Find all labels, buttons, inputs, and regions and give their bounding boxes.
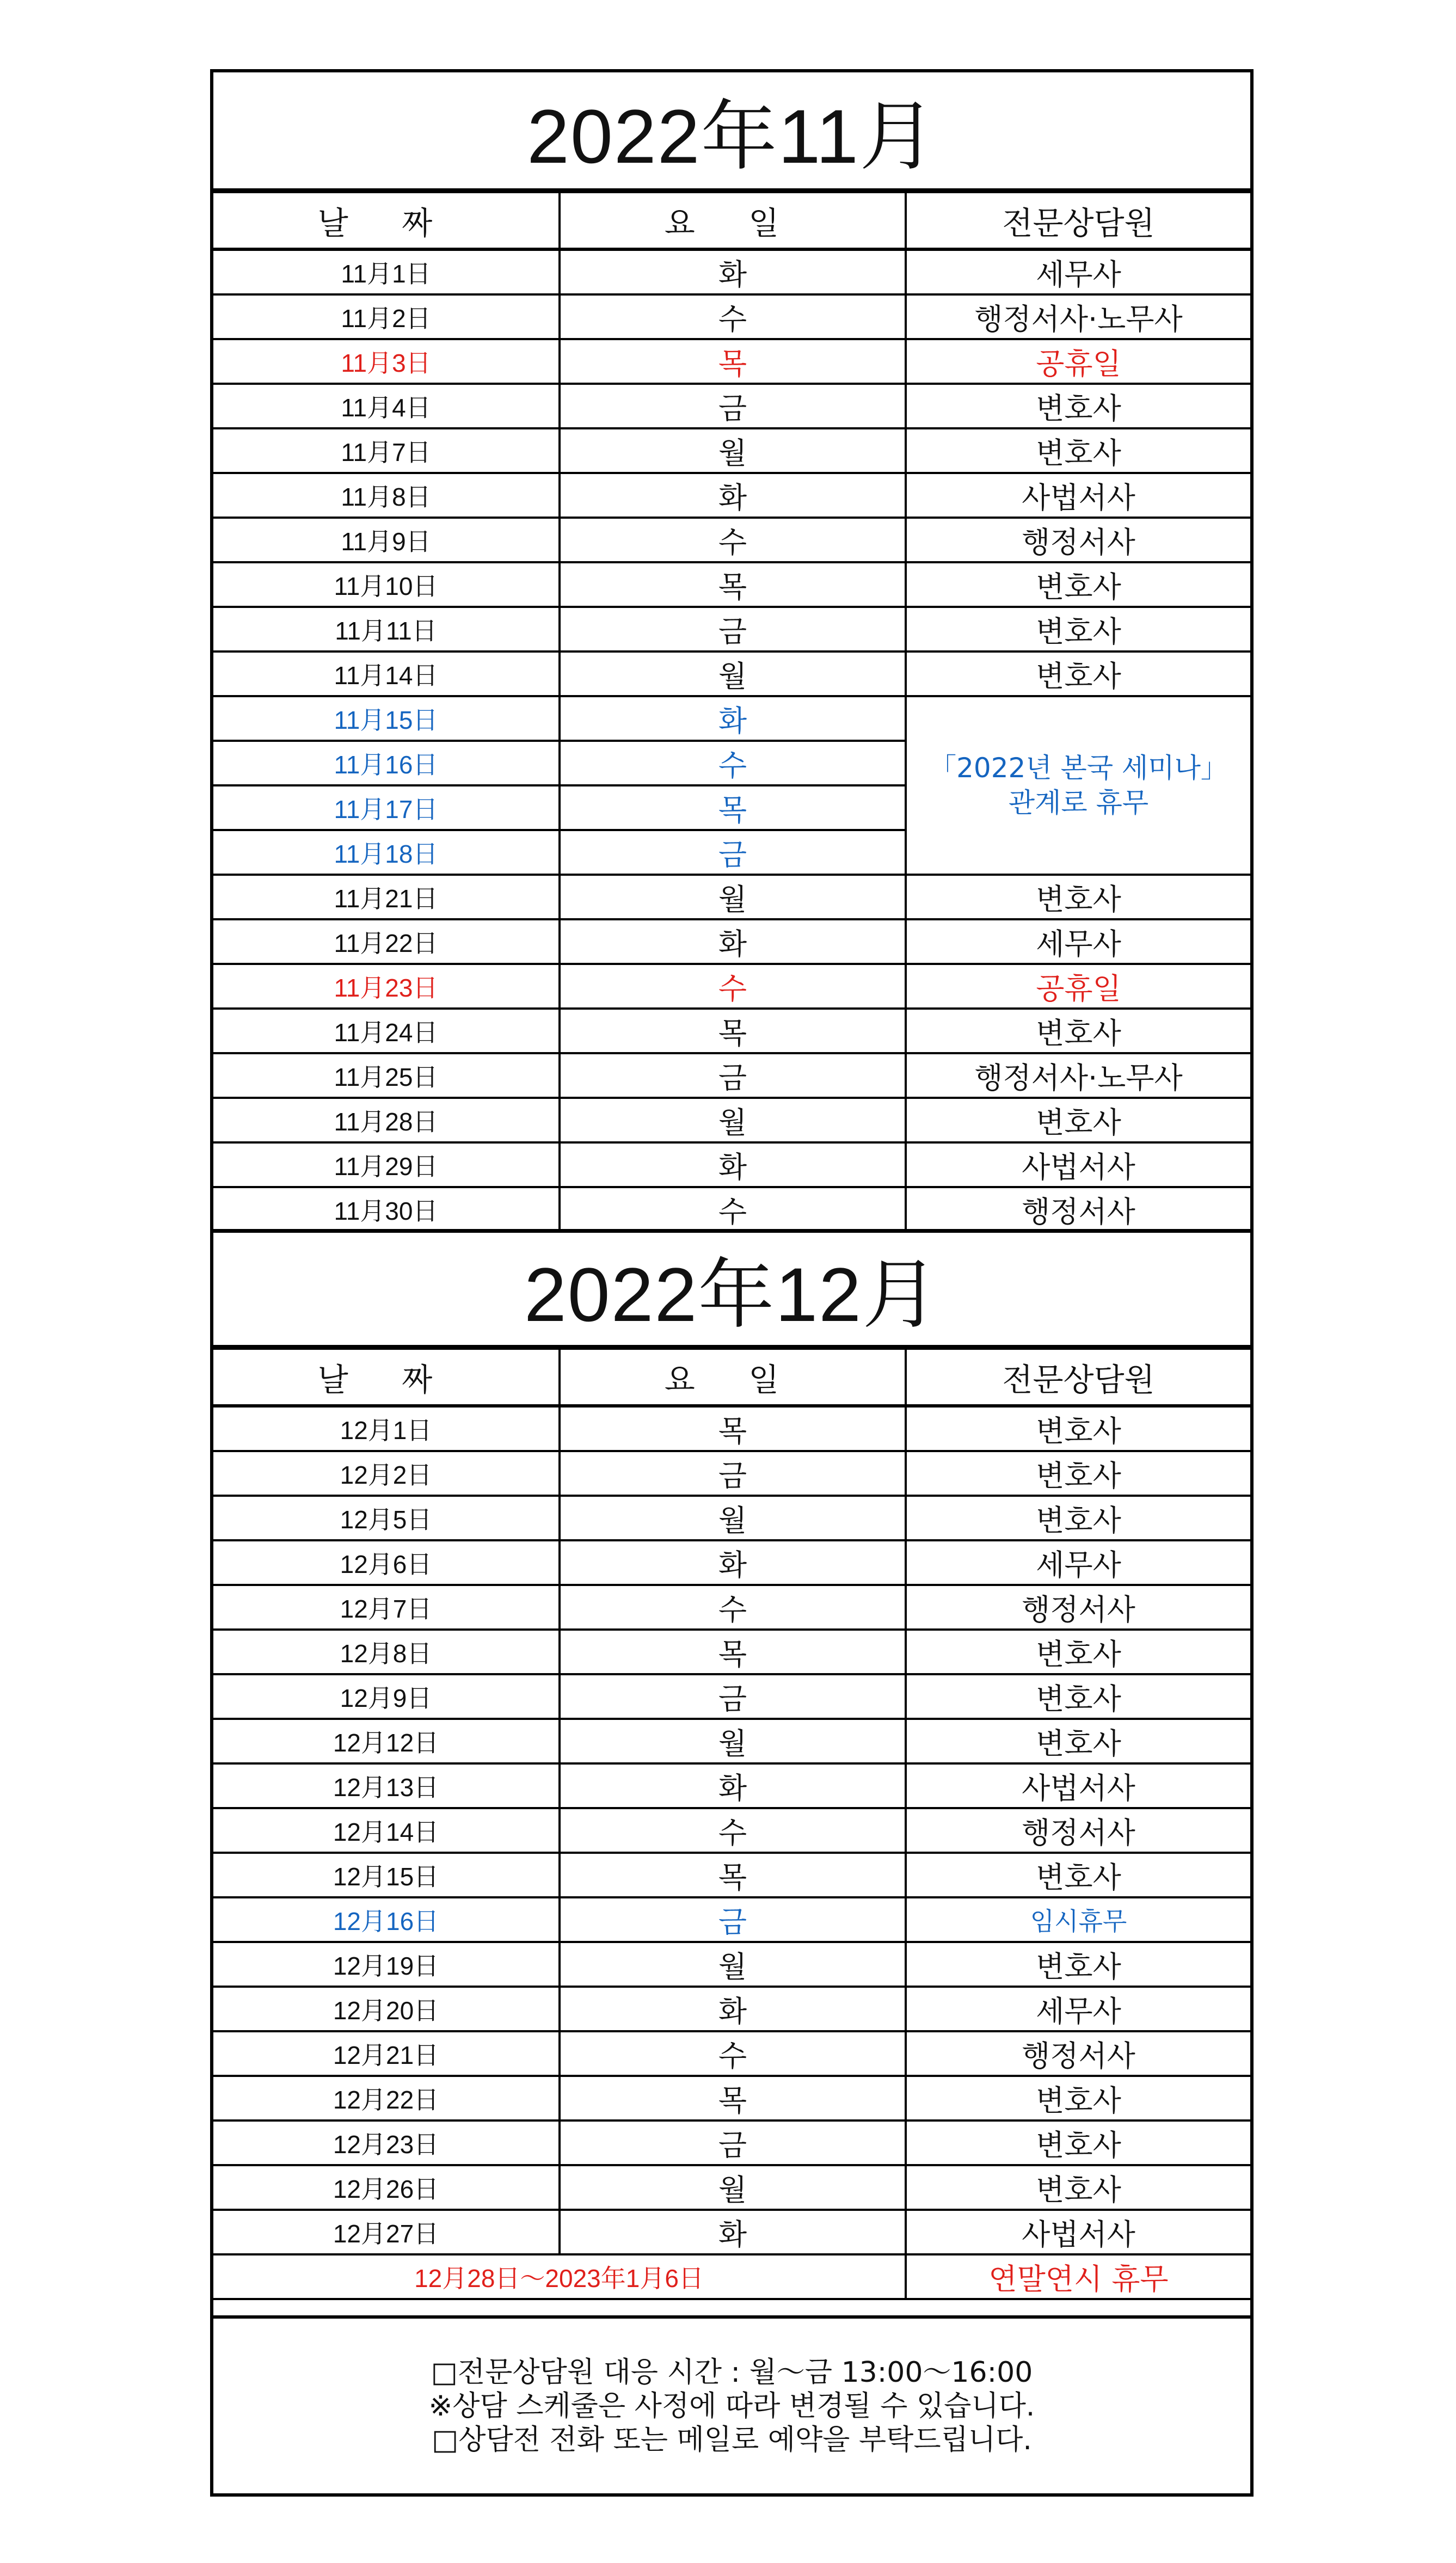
weekday-cell: 수 <box>560 518 906 562</box>
date-cell: 12月2日 <box>213 1451 560 1496</box>
weekday-cell: 월 <box>560 1496 906 1540</box>
consultant-cell: 변호사 <box>906 2165 1250 2210</box>
weekday-cell: 수 <box>560 2031 906 2076</box>
weekday-cell: 화 <box>560 1763 906 1808</box>
weekday-cell: 화 <box>560 1987 906 2031</box>
date-cell: 11月23日 <box>213 964 560 1009</box>
consultant-cell: 변호사 <box>906 1674 1250 1719</box>
header-date: 날 짜 <box>213 1349 560 1406</box>
date-cell: 11月2日 <box>213 294 560 339</box>
weekday-cell: 월 <box>560 1942 906 1987</box>
notes-box <box>213 2315 1250 2493</box>
consultant-cell: 변호사 <box>906 384 1250 428</box>
consultant-cell: 임시휴무 <box>906 1897 1250 1942</box>
weekday-cell: 금 <box>560 384 906 428</box>
seminar-note-line: 「2022년 본국 세미나」 <box>929 752 1228 784</box>
weekday-cell: 목 <box>560 785 906 830</box>
weekday-cell: 월 <box>560 428 906 473</box>
november-title: 2022年11月 <box>213 72 1250 191</box>
date-cell: 12月20日 <box>213 1987 560 2031</box>
consultant-cell: 행정서사 <box>906 1585 1250 1630</box>
weekday-cell: 금 <box>560 1897 906 1942</box>
weekday-cell: 화 <box>560 1142 906 1187</box>
date-cell: 12月5日 <box>213 1496 560 1540</box>
consultant-cell: 사법서사 <box>906 473 1250 518</box>
consultant-cell: 변호사 <box>906 1098 1250 1142</box>
date-cell: 11月28日 <box>213 1098 560 1142</box>
table-row <box>213 2165 1250 2210</box>
weekday-cell: 화 <box>560 249 906 294</box>
table-row <box>213 2210 1250 2254</box>
consultant-cell: 변호사 <box>906 651 1250 696</box>
weekday-cell: 수 <box>560 1187 906 1232</box>
note-hours: □전문상담원 대응 시간 : 월～금 13:00～16:00 <box>431 2356 1033 2389</box>
weekday-cell: 금 <box>560 1674 906 1719</box>
table-row <box>213 1897 1250 1942</box>
consultant-cell: 사법서사 <box>906 1763 1250 1808</box>
year-end-holiday-row <box>213 2254 1250 2299</box>
table-row <box>213 1053 1250 1098</box>
weekday-cell: 목 <box>560 1406 906 1451</box>
weekday-cell: 수 <box>560 741 906 785</box>
consultant-cell: 변호사 <box>906 1719 1250 1763</box>
consultant-cell: 변호사 <box>906 1630 1250 1674</box>
table-row <box>213 562 1250 607</box>
weekday-cell: 수 <box>560 964 906 1009</box>
date-cell: 12月16日 <box>213 1897 560 1942</box>
consultant-cell: 변호사 <box>906 2121 1250 2165</box>
consultant-cell: 세무사 <box>906 919 1250 964</box>
consultant-cell: 행정서사·노무사 <box>906 1053 1250 1098</box>
table-row <box>213 384 1250 428</box>
consultant-cell: 행정서사 <box>906 518 1250 562</box>
weekday-cell: 금 <box>560 1451 906 1496</box>
header-date: 날 짜 <box>213 192 560 249</box>
date-cell: 11月8日 <box>213 473 560 518</box>
december-title: 2022年12月 <box>213 1229 1250 1348</box>
date-cell: 11月25日 <box>213 1053 560 1098</box>
table-row <box>213 1763 1250 1808</box>
header-weekday: 요 일 <box>560 1349 906 1406</box>
november-schedule-table <box>213 191 1250 1233</box>
date-cell: 12月27日 <box>213 2210 560 2254</box>
weekday-cell: 목 <box>560 2076 906 2121</box>
table-row <box>213 2121 1250 2165</box>
date-cell: 11月3日 <box>213 339 560 384</box>
date-cell: 12月12日 <box>213 1719 560 1763</box>
weekday-cell: 화 <box>560 2210 906 2254</box>
table-row <box>213 518 1250 562</box>
consultant-cell: 변호사 <box>906 1942 1250 1987</box>
table-row <box>213 919 1250 964</box>
consultant-cell: 공휴일 <box>906 964 1250 1009</box>
weekday-cell: 목 <box>560 1009 906 1053</box>
consultant-cell: 행정서사 <box>906 1187 1250 1232</box>
date-cell: 12月14日 <box>213 1808 560 1853</box>
weekday-cell: 수 <box>560 294 906 339</box>
table-row <box>213 1987 1250 2031</box>
table-row <box>213 1451 1250 1496</box>
consultant-cell: 변호사 <box>906 1009 1250 1053</box>
consultant-cell: 변호사 <box>906 1853 1250 1897</box>
weekday-cell: 금 <box>560 1053 906 1098</box>
consultant-cell: 행정서사·노무사 <box>906 294 1250 339</box>
november-header-row <box>213 192 1250 249</box>
date-cell: 12月26日 <box>213 2165 560 2210</box>
date-cell: 11月22日 <box>213 919 560 964</box>
date-cell: 11月4日 <box>213 384 560 428</box>
header-consultant: 전문상담원 <box>906 1349 1250 1406</box>
weekday-cell: 금 <box>560 830 906 875</box>
table-row <box>213 651 1250 696</box>
holiday-range: 12月28日～2023年1月6日 <box>213 2254 906 2299</box>
consultant-cell: 세무사 <box>906 249 1250 294</box>
date-cell: 11月10日 <box>213 562 560 607</box>
table-row <box>213 607 1250 651</box>
december-schedule-table <box>213 1348 1250 2300</box>
date-cell: 11月29日 <box>213 1142 560 1187</box>
table-row <box>213 2031 1250 2076</box>
table-row <box>213 294 1250 339</box>
table-row <box>213 1942 1250 1987</box>
weekday-cell: 목 <box>560 339 906 384</box>
table-row <box>213 1540 1250 1585</box>
weekday-cell: 월 <box>560 1719 906 1763</box>
consultant-cell: 공휴일 <box>906 339 1250 384</box>
table-row <box>213 1808 1250 1853</box>
consultant-cell: 변호사 <box>906 1496 1250 1540</box>
consultant-cell: 변호사 <box>906 875 1250 919</box>
date-cell: 11月14日 <box>213 651 560 696</box>
date-cell: 12月21日 <box>213 2031 560 2076</box>
table-row <box>213 1406 1250 1451</box>
date-cell: 11月21日 <box>213 875 560 919</box>
date-cell: 11月11日 <box>213 607 560 651</box>
weekday-cell: 월 <box>560 651 906 696</box>
date-cell: 11月15日 <box>213 696 560 741</box>
table-row <box>213 1630 1250 1674</box>
table-row <box>213 1142 1250 1187</box>
consultant-cell: 변호사 <box>906 1406 1250 1451</box>
date-cell: 12月6日 <box>213 1540 560 1585</box>
note-schedule-change: ※상담 스케줄은 사정에 따라 변경될 수 있습니다. <box>428 2389 1035 2423</box>
seminar-closure-note <box>906 696 1250 875</box>
consultant-cell: 변호사 <box>906 1451 1250 1496</box>
date-cell: 11月1日 <box>213 249 560 294</box>
table-row <box>213 964 1250 1009</box>
weekday-cell: 화 <box>560 696 906 741</box>
table-row <box>213 249 1250 294</box>
date-cell: 12月1日 <box>213 1406 560 1451</box>
date-cell: 11月9日 <box>213 518 560 562</box>
date-cell: 12月22日 <box>213 2076 560 2121</box>
date-cell: 12月7日 <box>213 1585 560 1630</box>
weekday-cell: 화 <box>560 473 906 518</box>
weekday-cell: 화 <box>560 919 906 964</box>
consultant-cell: 변호사 <box>906 2076 1250 2121</box>
weekday-cell: 월 <box>560 2165 906 2210</box>
weekday-cell: 월 <box>560 875 906 919</box>
date-cell: 11月18日 <box>213 830 560 875</box>
weekday-cell: 목 <box>560 562 906 607</box>
consultant-cell: 세무사 <box>906 1987 1250 2031</box>
date-cell: 11月7日 <box>213 428 560 473</box>
table-row <box>213 1496 1250 1540</box>
table-row <box>213 1187 1250 1232</box>
header-weekday: 요 일 <box>560 192 906 249</box>
date-cell: 12月8日 <box>213 1630 560 1674</box>
date-cell: 12月9日 <box>213 1674 560 1719</box>
seminar-note-line: 관계로 휴무 <box>1008 787 1149 819</box>
consultant-cell: 사법서사 <box>906 1142 1250 1187</box>
header-consultant: 전문상담원 <box>906 192 1250 249</box>
weekday-cell: 금 <box>560 607 906 651</box>
consultant-cell: 변호사 <box>906 562 1250 607</box>
table-row <box>213 339 1250 384</box>
table-row <box>213 1719 1250 1763</box>
table-row <box>213 1009 1250 1053</box>
december-header-row <box>213 1349 1250 1406</box>
table-row <box>213 2076 1250 2121</box>
table-row <box>213 875 1250 919</box>
table-row <box>213 1674 1250 1719</box>
date-cell: 12月23日 <box>213 2121 560 2165</box>
table-row <box>213 696 1250 741</box>
weekday-cell: 목 <box>560 1630 906 1674</box>
consultant-cell: 행정서사 <box>906 1808 1250 1853</box>
weekday-cell: 월 <box>560 1098 906 1142</box>
table-row <box>213 1585 1250 1630</box>
holiday-label: 연말연시 휴무 <box>906 2254 1250 2299</box>
weekday-cell: 화 <box>560 1540 906 1585</box>
date-cell: 12月13日 <box>213 1763 560 1808</box>
note-reservation: □상담전 전화 또는 메일로 예약을 부탁드립니다. <box>432 2423 1032 2456</box>
consultant-cell: 행정서사 <box>906 2031 1250 2076</box>
date-cell: 11月24日 <box>213 1009 560 1053</box>
consultant-cell: 변호사 <box>906 428 1250 473</box>
date-cell: 11月17日 <box>213 785 560 830</box>
consultant-cell: 변호사 <box>906 607 1250 651</box>
date-cell: 11月30日 <box>213 1187 560 1232</box>
date-cell: 12月19日 <box>213 1942 560 1987</box>
date-cell: 11月16日 <box>213 741 560 785</box>
consultant-cell: 사법서사 <box>906 2210 1250 2254</box>
table-row <box>213 473 1250 518</box>
weekday-cell: 목 <box>560 1853 906 1897</box>
table-row <box>213 1853 1250 1897</box>
weekday-cell: 수 <box>560 1808 906 1853</box>
table-row <box>213 1098 1250 1142</box>
date-cell: 12月15日 <box>213 1853 560 1897</box>
weekday-cell: 금 <box>560 2121 906 2165</box>
consultant-cell: 세무사 <box>906 1540 1250 1585</box>
schedule-sheet <box>210 69 1254 2497</box>
weekday-cell: 수 <box>560 1585 906 1630</box>
table-row <box>213 428 1250 473</box>
